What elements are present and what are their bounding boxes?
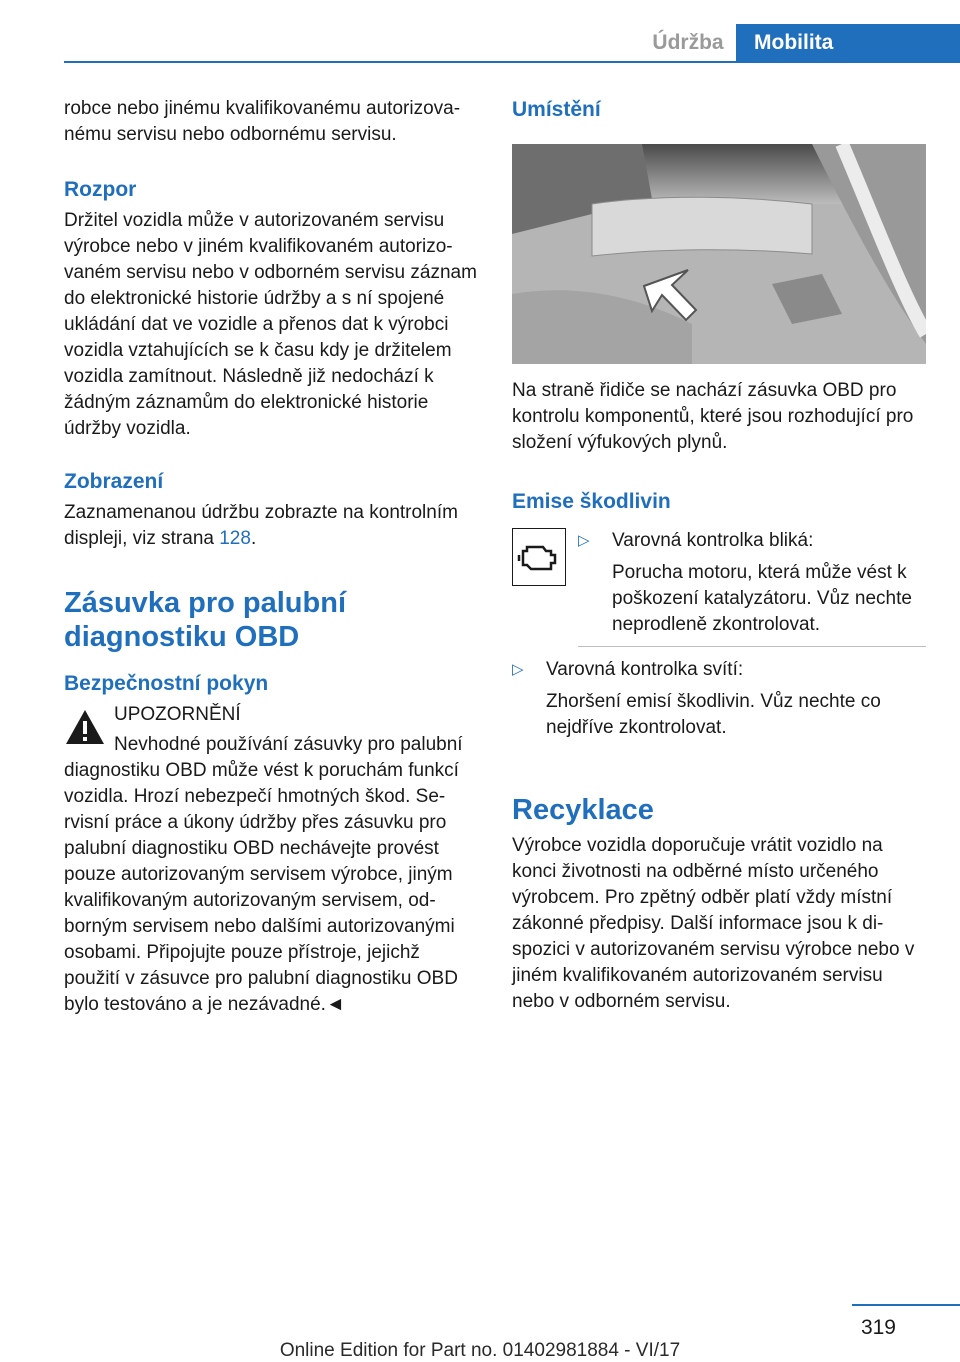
page-number: 319 [860,1316,896,1339]
bullet-item-1 [578,528,926,638]
tab-udrzba[interactable]: Údržba [652,31,724,54]
warning-text: Nevhodné používání zásuvky pro palubní diagnostiku OBD může vést k poruchám funkcí vozidla. Hrozí nebezpečí hmotných škod. Servisní práce a úkony údržby přes zásuvku pro palubní diagnostiku OBD nechávejte provést pouze autorizovaným servisem výrobce, jiným kvalifikovaným autorizovaným servisem, odborným servisem nebo dalšími autorizovanými osobami. Připojujte pouze přístroje, jejichž použití v zásuvce pro palubní diagnostiku OBD bylo testováno a je nezávadné.◄ [64,734,463,1015]
triangle-bullet-icon: ▷ [578,532,590,549]
umisteni-text: Na straně řidiče se nachází zásuvka OBD pro kontrolu komponentů, které jsou rozhodující pro složení výfukových plynů. [512,380,914,453]
right-column [512,96,926,1015]
emise-heading: Emise škodlivin [512,490,671,513]
rozpor-text: Držitel vozidla může v autorizovaném servisu výrobce nebo v jiném kvalifikovaném autorizovaném servisu nebo v odborném servisu záznam do elektronické historie údržby a s ní spojené ukládání dat ve vozidle a přenos dat k výrobci vozidla vztahujících se k času kdy je držitelem vozidla zamítnout. Následně již nedochází k žádným záznamům do elektronické historie údržby vozidla. [64,210,477,439]
header-rule [64,61,960,63]
safety-heading: Bezpečnostní pokyn [64,672,269,695]
zobrazeni-body: Zaznamenanou údržbu zobrazte na kontrolním displeji, viz strana [64,502,458,549]
edition-footer: Online Edition for Part no. 01402981884 - VI/17 [279,1340,681,1361]
bullet-text: Zhoršení emisí škodlivin. Vůz nechte co nejdříve zkontrolovat. [546,691,881,738]
emissions-list [512,528,926,638]
triangle-bullet-icon: ▷ [512,661,524,678]
bullet-text: Porucha motoru, která může vést k poškození katalyzátoru. Vůz nechte neprodleně zkontrolovat. [612,562,912,635]
warning-label: UPOZORNĚNÍ [114,704,241,725]
warning-block [64,702,478,732]
zobrazeni-heading: Zobrazení [64,470,164,493]
tab-mobilita[interactable]: Mobilita [736,24,960,62]
bullet-title: Varovná kontrolka svítí: [546,659,744,680]
footer-rule [852,1304,960,1306]
left-column [64,96,478,1018]
intro-text: robce nebo jinému kvalifikovanému autorizovanému servisu nebo odbornému servisu. [64,98,461,145]
obd-location-photo [512,144,926,364]
zobrazeni-end: . [250,528,257,549]
recyklace-heading: Recyklace [512,794,654,826]
page-header [0,0,960,62]
zobrazeni-text [64,500,478,552]
section-title: Zásuvka pro palubní diagnostiku OBD [64,587,346,653]
warning-triangle-icon [64,708,106,746]
bullet-item-2 [512,657,926,741]
check-engine-icon [512,528,566,586]
page-link-128[interactable]: 128 [219,528,251,549]
recyklace-text: Výrobce vozidla doporučuje vrátit vozidlo na konci životnosti na odběrné místo určeného výrobcem. Pro zpětný odběr platí vždy místní zákonné předpisy. Další informace jsou k dispozici v autorizovaném servisu výrobce nebo v jiném kvalifikovaném autorizovaném servisu nebo v odborném servisu. [512,835,915,1012]
umisteni-heading: Umístění [512,98,601,121]
bullet-title: Varovná kontrolka bliká: [612,530,814,551]
rozpor-heading: Rozpor [64,178,137,201]
bullet-separator [578,646,926,647]
